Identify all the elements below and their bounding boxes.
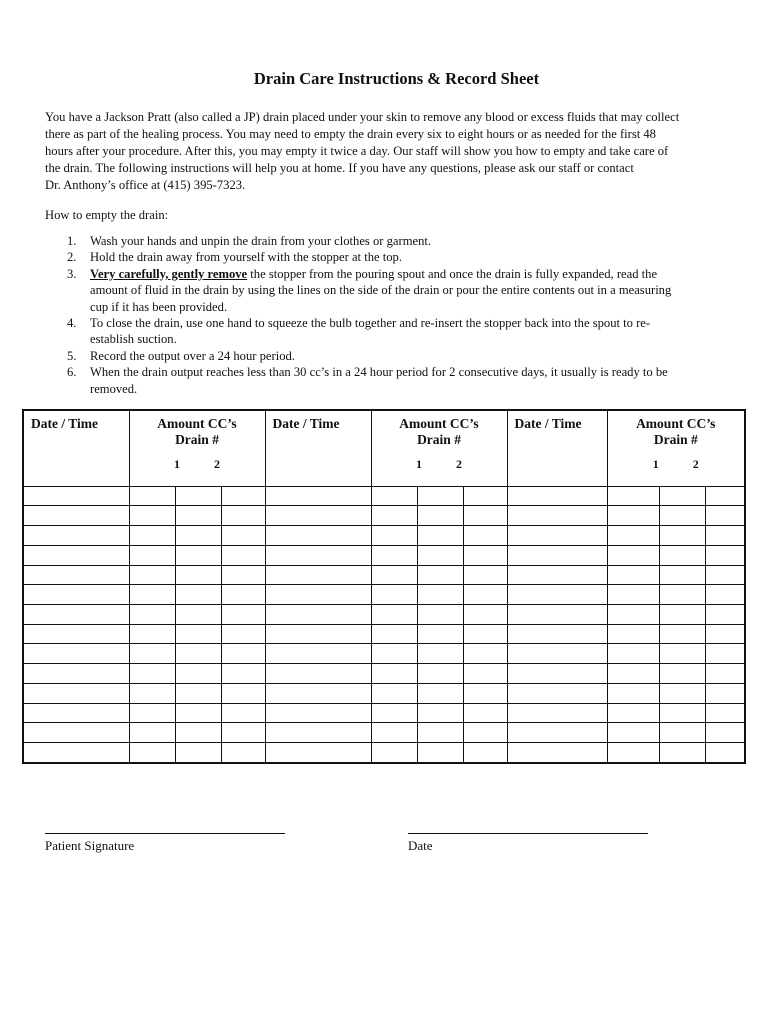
entry-cell[interactable] [175, 605, 221, 625]
table-row [23, 486, 745, 506]
entry-cell[interactable] [659, 605, 705, 625]
step-text: amount of fluid in the drain by using the lines on the side of the drain or pour the entire contents out in a measuring [90, 283, 672, 298]
entry-cell[interactable] [221, 506, 265, 526]
entry-cell[interactable] [417, 605, 463, 625]
amount-header [607, 410, 745, 486]
entry-cell[interactable] [221, 526, 265, 546]
drain-1-label: 1 [652, 457, 659, 471]
entry-cell[interactable] [417, 743, 463, 763]
entry-cell[interactable] [705, 723, 745, 743]
step-text: cup if it has been provided. [90, 299, 228, 314]
entry-cell[interactable] [507, 565, 607, 585]
entry-cell[interactable] [659, 565, 705, 585]
intro-line: Dr. Anthony’s office at (415) 395-7323. [45, 178, 246, 192]
entry-cell[interactable] [23, 605, 129, 625]
step-number: 5. [67, 348, 77, 363]
entry-cell[interactable] [129, 506, 175, 526]
entry-cell[interactable] [23, 526, 129, 546]
entry-cell[interactable] [607, 585, 659, 605]
date-time-header: Date / Time [23, 410, 129, 486]
entry-cell[interactable] [463, 723, 507, 743]
drain-1-label: 1 [416, 457, 422, 471]
entry-cell[interactable] [417, 565, 463, 585]
step-item [45, 266, 735, 315]
entry-cell[interactable] [221, 743, 265, 763]
entry-cell[interactable] [659, 723, 705, 743]
entry-cell[interactable] [705, 703, 745, 723]
table-row [23, 624, 745, 644]
entry-cell[interactable] [371, 743, 417, 763]
entry-cell[interactable] [463, 565, 507, 585]
entry-cell[interactable] [507, 683, 607, 703]
drain-2-label: 2 [214, 457, 220, 471]
entry-cell[interactable] [23, 743, 129, 763]
table-row [23, 506, 745, 526]
entry-cell[interactable] [463, 486, 507, 506]
entry-cell[interactable] [371, 486, 417, 506]
step-number: 6. [67, 365, 77, 380]
drain-2-label: 2 [692, 457, 699, 471]
step-number: 4. [67, 316, 77, 331]
entry-cell[interactable] [129, 605, 175, 625]
entry-cell[interactable] [705, 683, 745, 703]
entry-cell[interactable] [221, 486, 265, 506]
entry-cell[interactable] [463, 743, 507, 763]
entry-cell[interactable] [463, 526, 507, 546]
table-row [23, 545, 745, 565]
instruction-steps [45, 233, 735, 397]
entry-cell[interactable] [23, 683, 129, 703]
table-header-row [23, 410, 745, 486]
entry-cell[interactable] [175, 743, 221, 763]
step-text: the stopper from the pouring spout and once the drain is fully expanded, read the [247, 266, 658, 281]
entry-cell[interactable] [507, 605, 607, 625]
table-row [23, 683, 745, 703]
entry-cell[interactable] [129, 585, 175, 605]
table-row [23, 664, 745, 684]
date-time-header: Date / Time [265, 410, 371, 486]
entry-cell[interactable] [507, 506, 607, 526]
entry-cell[interactable] [507, 585, 607, 605]
entry-cell[interactable] [659, 644, 705, 664]
entry-cell[interactable] [705, 624, 745, 644]
entry-cell[interactable] [463, 585, 507, 605]
entry-cell[interactable] [221, 723, 265, 743]
table-row [23, 723, 745, 743]
patient-signature-line[interactable] [45, 833, 285, 834]
step-text: Hold the drain away from yourself with the stopper at the top. [90, 250, 402, 265]
step-text: Record the output over a 24 hour period. [90, 348, 295, 363]
entry-cell[interactable] [23, 644, 129, 664]
entry-cell[interactable] [371, 644, 417, 664]
entry-cell[interactable] [221, 683, 265, 703]
entry-cell[interactable] [221, 565, 265, 585]
drain-label: Drain # [417, 432, 461, 447]
entry-cell[interactable] [175, 565, 221, 585]
date-signature-label: Date [408, 838, 433, 853]
step-item [45, 364, 735, 397]
entry-cell[interactable] [265, 644, 371, 664]
entry-cell[interactable] [463, 624, 507, 644]
table-row [23, 644, 745, 664]
entry-cell[interactable] [175, 723, 221, 743]
entry-cell[interactable] [129, 486, 175, 506]
entry-cell[interactable] [175, 486, 221, 506]
date-signature-line[interactable] [408, 833, 648, 834]
entry-cell[interactable] [417, 585, 463, 605]
entry-cell[interactable] [175, 664, 221, 684]
entry-cell[interactable] [463, 545, 507, 565]
entry-cell[interactable] [705, 664, 745, 684]
entry-cell[interactable] [463, 605, 507, 625]
step-item [45, 348, 735, 364]
entry-cell[interactable] [463, 664, 507, 684]
entry-cell[interactable] [705, 565, 745, 585]
drain-2-label: 2 [456, 457, 462, 471]
table-row [23, 565, 745, 585]
amount-header [129, 410, 265, 486]
entry-cell[interactable] [507, 743, 607, 763]
drain-numbers [608, 457, 745, 472]
step-number: 2. [67, 250, 77, 265]
entry-cell[interactable] [507, 486, 607, 506]
intro-line: there as part of the healing process. You may need to empty the drain every six to eight hours or as needed for the first 48 [45, 127, 656, 141]
entry-cell[interactable] [265, 743, 371, 763]
entry-cell[interactable] [265, 565, 371, 585]
entry-cell[interactable] [607, 703, 659, 723]
entry-cell[interactable] [23, 506, 129, 526]
entry-cell[interactable] [417, 624, 463, 644]
entry-cell[interactable] [265, 506, 371, 526]
entry-cell[interactable] [659, 624, 705, 644]
step-text: To close the drain, use one hand to squeeze the bulb together and re-insert the stopper back into the spout to re- [90, 316, 651, 331]
entry-cell[interactable] [607, 545, 659, 565]
drain-record-table [22, 409, 746, 764]
amount-label: Amount CC’s [636, 416, 716, 431]
entry-cell[interactable] [175, 545, 221, 565]
entry-cell[interactable] [23, 565, 129, 585]
step-text: Wash your hands and unpin the drain from your clothes or garment. [90, 234, 432, 248]
entry-cell[interactable] [265, 664, 371, 684]
entry-cell[interactable] [607, 624, 659, 644]
entry-cell[interactable] [221, 605, 265, 625]
entry-cell[interactable] [175, 644, 221, 664]
intro-line: hours after your procedure. After this, you may empty it twice a day. Our staff will show you how to empty and take care of [45, 144, 669, 158]
entry-cell[interactable] [417, 683, 463, 703]
step-item [45, 315, 735, 348]
date-time-header: Date / Time [507, 410, 607, 486]
entry-cell[interactable] [507, 526, 607, 546]
entry-cell[interactable] [265, 703, 371, 723]
howto-heading: How to empty the drain: [45, 208, 169, 222]
entry-cell[interactable] [371, 605, 417, 625]
entry-cell[interactable] [417, 526, 463, 546]
entry-cell[interactable] [417, 723, 463, 743]
table-row [23, 585, 745, 605]
entry-cell[interactable] [265, 486, 371, 506]
entry-cell[interactable] [507, 723, 607, 743]
entry-cell[interactable] [659, 743, 705, 763]
entry-cell[interactable] [659, 506, 705, 526]
entry-cell[interactable] [607, 723, 659, 743]
entry-cell[interactable] [607, 605, 659, 625]
entry-cell[interactable] [607, 565, 659, 585]
entry-cell[interactable] [417, 506, 463, 526]
intro-paragraph [45, 109, 750, 194]
step-text: establish suction. [90, 332, 177, 347]
entry-cell[interactable] [371, 585, 417, 605]
entry-cell[interactable] [705, 605, 745, 625]
entry-cell[interactable] [23, 585, 129, 605]
entry-cell[interactable] [659, 486, 705, 506]
entry-cell[interactable] [23, 664, 129, 684]
drain-1-label: 1 [174, 457, 180, 471]
entry-cell[interactable] [659, 585, 705, 605]
entry-cell[interactable] [221, 545, 265, 565]
entry-cell[interactable] [175, 703, 221, 723]
entry-cell[interactable] [129, 545, 175, 565]
intro-line: the drain. The following instructions will help you at home. If you have any questions, please ask our staff or contact [45, 161, 634, 175]
table-row [23, 703, 745, 723]
page-title: Drain Care Instructions & Record Sheet [253, 69, 540, 88]
step-text-line [90, 266, 735, 282]
step-text: removed. [90, 381, 138, 396]
entry-cell[interactable] [607, 644, 659, 664]
entry-cell[interactable] [265, 624, 371, 644]
entry-cell[interactable] [463, 644, 507, 664]
entry-cell[interactable] [607, 683, 659, 703]
entry-cell[interactable] [463, 703, 507, 723]
entry-cell[interactable] [659, 703, 705, 723]
entry-cell[interactable] [507, 644, 607, 664]
entry-cell[interactable] [265, 723, 371, 743]
intro-line: You have a Jackson Pratt (also called a JP) drain placed under your skin to remove any blood or excess fluids that may collect [45, 110, 680, 124]
entry-cell[interactable] [23, 624, 129, 644]
entry-cell[interactable] [129, 664, 175, 684]
entry-cell[interactable] [659, 545, 705, 565]
entry-cell[interactable] [607, 664, 659, 684]
entry-cell[interactable] [129, 683, 175, 703]
entry-cell[interactable] [175, 526, 221, 546]
entry-cell[interactable] [417, 644, 463, 664]
drain-label: Drain # [175, 432, 219, 447]
table-row [23, 743, 745, 763]
step-item [45, 249, 735, 265]
entry-cell[interactable] [129, 526, 175, 546]
drain-numbers [372, 457, 507, 472]
entry-cell[interactable] [659, 683, 705, 703]
entry-cell[interactable] [371, 565, 417, 585]
entry-cell[interactable] [221, 644, 265, 664]
entry-cell[interactable] [417, 703, 463, 723]
entry-cell[interactable] [23, 486, 129, 506]
entry-cell[interactable] [659, 526, 705, 546]
step-number: 1. [67, 234, 77, 248]
entry-cell[interactable] [175, 506, 221, 526]
entry-cell[interactable] [371, 664, 417, 684]
entry-cell[interactable] [705, 545, 745, 565]
entry-cell[interactable] [417, 664, 463, 684]
entry-cell[interactable] [417, 545, 463, 565]
entry-cell[interactable] [371, 703, 417, 723]
entry-cell[interactable] [705, 506, 745, 526]
entry-cell[interactable] [507, 545, 607, 565]
entry-cell[interactable] [705, 486, 745, 506]
step-item [45, 233, 735, 249]
entry-cell[interactable] [23, 723, 129, 743]
entry-cell[interactable] [463, 506, 507, 526]
entry-cell[interactable] [175, 624, 221, 644]
amount-header [371, 410, 507, 486]
entry-cell[interactable] [507, 624, 607, 644]
entry-cell[interactable] [129, 703, 175, 723]
entry-cell[interactable] [221, 585, 265, 605]
entry-cell[interactable] [265, 585, 371, 605]
entry-cell[interactable] [607, 743, 659, 763]
entry-cell[interactable] [607, 486, 659, 506]
step-number: 3. [67, 266, 77, 281]
entry-cell[interactable] [705, 644, 745, 664]
entry-cell[interactable] [265, 683, 371, 703]
entry-cell[interactable] [705, 526, 745, 546]
entry-cell[interactable] [371, 545, 417, 565]
entry-cell[interactable] [507, 664, 607, 684]
entry-cell[interactable] [607, 506, 659, 526]
amount-label: Amount CC’s [399, 416, 479, 431]
entry-cell[interactable] [417, 486, 463, 506]
entry-cell[interactable] [463, 683, 507, 703]
entry-cell[interactable] [175, 585, 221, 605]
drain-label: Drain # [653, 432, 698, 447]
entry-cell[interactable] [705, 585, 745, 605]
entry-cell[interactable] [659, 664, 705, 684]
entry-cell[interactable] [23, 703, 129, 723]
entry-cell[interactable] [507, 703, 607, 723]
drain-numbers [130, 457, 265, 472]
entry-cell[interactable] [221, 703, 265, 723]
patient-signature-label: Patient Signature [45, 838, 135, 853]
entry-cell[interactable] [129, 565, 175, 585]
step-text: When the drain output reaches less than 30 cc’s in a 24 hour period for 2 consecutive days, it usually is ready to be [90, 365, 668, 380]
table-row [23, 526, 745, 546]
entry-cell[interactable] [371, 683, 417, 703]
entry-cell[interactable] [175, 683, 221, 703]
entry-cell[interactable] [265, 545, 371, 565]
entry-cell[interactable] [129, 743, 175, 763]
entry-cell[interactable] [371, 506, 417, 526]
entry-cell[interactable] [371, 624, 417, 644]
table-row [23, 605, 745, 625]
entry-cell[interactable] [23, 545, 129, 565]
entry-cell[interactable] [705, 743, 745, 763]
step-emphasis: Very carefully, gently remove [90, 266, 248, 281]
entry-cell[interactable] [221, 664, 265, 684]
entry-cell[interactable] [607, 526, 659, 546]
entry-cell[interactable] [371, 723, 417, 743]
amount-label: Amount CC’s [157, 416, 237, 431]
entry-cell[interactable] [265, 605, 371, 625]
entry-cell[interactable] [221, 624, 265, 644]
entry-cell[interactable] [129, 644, 175, 664]
entry-cell[interactable] [129, 723, 175, 743]
entry-cell[interactable] [265, 526, 371, 546]
entry-cell[interactable] [129, 624, 175, 644]
entry-cell[interactable] [371, 526, 417, 546]
